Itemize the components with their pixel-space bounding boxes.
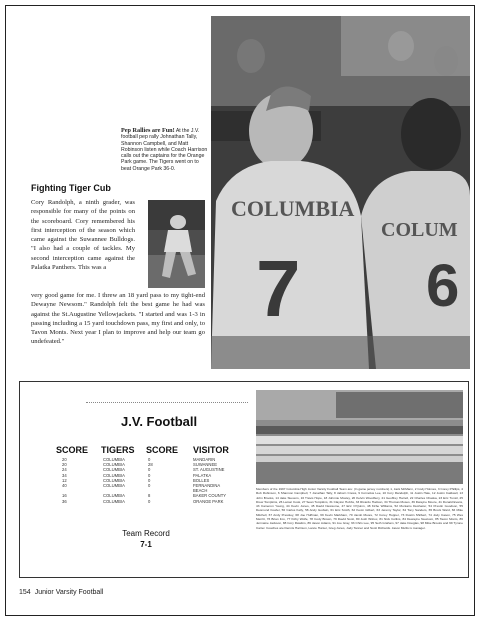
visitor-score-cell: 0 <box>148 457 151 462</box>
visitor-score-cell: 0 <box>148 472 151 478</box>
team-photo-graphic <box>256 390 463 484</box>
tigers-cell: COLUMBIA <box>103 467 125 473</box>
tigers-cell: COLUMBIA <box>103 498 125 504</box>
score-column <box>62 457 67 504</box>
visitor-score-cell: 0 <box>148 498 151 504</box>
player-action-graphic <box>148 200 205 288</box>
visitor-cell: BEACH <box>193 488 208 494</box>
team-photo <box>256 390 463 484</box>
score-cell: 40 <box>62 483 67 489</box>
tigers-cell: COLUMBIA <box>103 472 125 478</box>
visitor-cell: FERNANDINA <box>193 483 221 489</box>
visitor-score-cell: 8 <box>148 493 151 499</box>
score-cell: 36 <box>62 498 67 504</box>
section-name: Junior Varsity Football <box>34 589 104 596</box>
story-headline: Fighting Tiger Cub <box>31 183 111 193</box>
story-text-narrow: Cory Randolph, a ninth grader, was responsible for many of the points on the scoreboard. Cory remembered his first interception of the season which came against the Suwannee Bulldogs. "I also had a couple of tackles. My second interception came against the Palatka Panthers. This was a <box>31 199 135 272</box>
svg-text:6: 6 <box>426 252 460 319</box>
visitor-score-cell: 0 <box>148 477 151 483</box>
header-score-visitor: SCORE <box>146 445 179 455</box>
visitor-cell: PALATKA <box>193 472 212 478</box>
page-footer <box>19 589 103 596</box>
header-visitor: VISITOR <box>193 445 229 455</box>
pep-caption-text: At the J.V. football pep rally Johnathan Tally, Shannon Campbell, and Matt Robinson listen while Coach Harrison calls out the captains for the Orange Park game. The Tigers went on to beat Orange Park 36-0. <box>121 128 208 172</box>
tigers-cell: COLUMBIA <box>103 493 125 499</box>
visitor-cell: BAKER COUNTY <box>193 493 227 499</box>
svg-text:COLUMBIA: COLUMBIA <box>231 196 355 221</box>
pep-caption-title: Pep Rallies are Fun! <box>121 127 175 134</box>
svg-text:COLUM: COLUM <box>381 219 458 241</box>
team-record-label: Team Record <box>122 529 170 538</box>
visitor-cell: ORANGE PARK <box>193 498 224 504</box>
score-cell: 20 <box>62 457 67 462</box>
score-cell: 24 <box>62 467 67 473</box>
header-tigers: TIGERS <box>101 445 135 455</box>
story-text-wide: very good game for me. I threw an 18 yard pass to my tight-end Dewayne Newsom." Randolph felt the best game he had was against the St.Augustine Yellowjackets. "I started and was 1-3 in passing including a 15 yard touchdown pass, my first and only, to Tavon Monts. Next year I plan to improve and help our team go undefeated." <box>31 292 205 346</box>
tigers-cell: COLUMBIA <box>103 483 125 489</box>
visitor-cell: ST. AUGUSTINE <box>193 467 225 473</box>
player-action-photo <box>148 200 205 288</box>
tigers-column <box>103 457 125 504</box>
svg-text:7: 7 <box>256 244 301 333</box>
visitor-score-column <box>148 457 153 504</box>
tigers-cell: COLUMBIA <box>103 457 125 462</box>
tigers-cell: COLUMBIA <box>103 462 125 468</box>
visitor-cell: MANDARIN <box>193 457 216 462</box>
team-record <box>111 529 181 549</box>
pep-rally-photo <box>211 16 470 369</box>
page-number: 154 <box>19 589 31 596</box>
visitor-column <box>193 457 226 504</box>
pep-rally-photo-graphic <box>211 16 470 369</box>
score-cell: 20 <box>62 462 67 468</box>
score-cell: 12 <box>62 477 67 483</box>
dotted-divider <box>86 402 248 403</box>
pep-rally-caption <box>121 128 209 172</box>
header-score: SCORE <box>56 445 89 455</box>
score-cell: 34 <box>62 472 67 478</box>
visitor-score-cell: 28 <box>148 462 153 468</box>
tigers-cell: COLUMBIA <box>103 477 125 483</box>
visitor-cell: SUWANNEE <box>193 462 218 468</box>
visitor-cell: BOLLES <box>193 477 210 483</box>
visitor-score-cell: 0 <box>148 483 151 489</box>
score-cell: 16 <box>62 493 67 499</box>
team-roster-caption: Members of the 1997 Columbia High Junior Varsity Football Team are: (In game jersey numbers) 1, Jack McMann, 2 Cody Holmes, 3 Corey Phillips, 4 Rob Robinson, 6 Shannon Campbell, 7 Jonathan Tally, 8 Jaborn Crews, 9 Cornelius Lee, 10 Cory Randolph, 11 Justin Hale, 12 Justin Caldwell, 13 John Brooks, 14 Jake Stevens, 16 Travis Hope, 18 Johnnie Mosley, 20 Kelvin Woodbury, 21 Geoffrey Harrell, 22 Charles Chaska, 23 Eric Tunsil, 25 Drew Tompkins, 26 Lamar Cook, 27 Sean Tompkins, 31 Clayton Hobbs, 33 Ricardo Hudson, 34 Thomas Moses, 39 Dwayne Moore, 41 Donald Evans, 43 Cameron Young, 44 Kevin Jones, 45 David Newsome, 47 Eric O'Quinn, 48 Kirbe Williams, 52 Montario Deshazer, 54 Prestin Goodson, 55 Desmond Fowler, 56 Carlos Kelly, 58 Andy Godwin, 61 Eric Smith, 62 Kevin Gilbert, 63 Jeremy Taylor, 64 Tony Sanders, 65 Brock Ward, 66 Mike Mitchell, 67 Andy Pressley, 68 Joe Huffman, 69 Kevin Markham, 70 Jacob Moore, 72 Corey Hopper, 73 Dustin Shilbert, 74 Jody Cason, 75 Wes Merritt, 76 Brian Fox, 77 Kirby Wolfe, 78 Cody Brown, 79 David Scott, 80 Josh Wilcox, 81 Nick Collins, 84 Dewayne Newsom, 85 Tavon Monts, 86 Jermaine Jackson, 88 Cory Rawlins, 89 Jason Adams, 91 Joe Gray, 93 Chris Lee, 95 Seth Graham, 97 Jake Douglas, 98 Mike Brooks and 99 Tyrone Carter. Coaches are Dennis Harrison, Lance Hunter, Greg Jones, Jody Tanner and Scott Richards. Jason Mullis is manager. <box>256 487 463 530</box>
team-record-value: 7-1 <box>140 540 152 549</box>
visitor-score-cell: 0 <box>148 467 151 473</box>
jv-football-title: J.V. Football <box>121 414 198 429</box>
